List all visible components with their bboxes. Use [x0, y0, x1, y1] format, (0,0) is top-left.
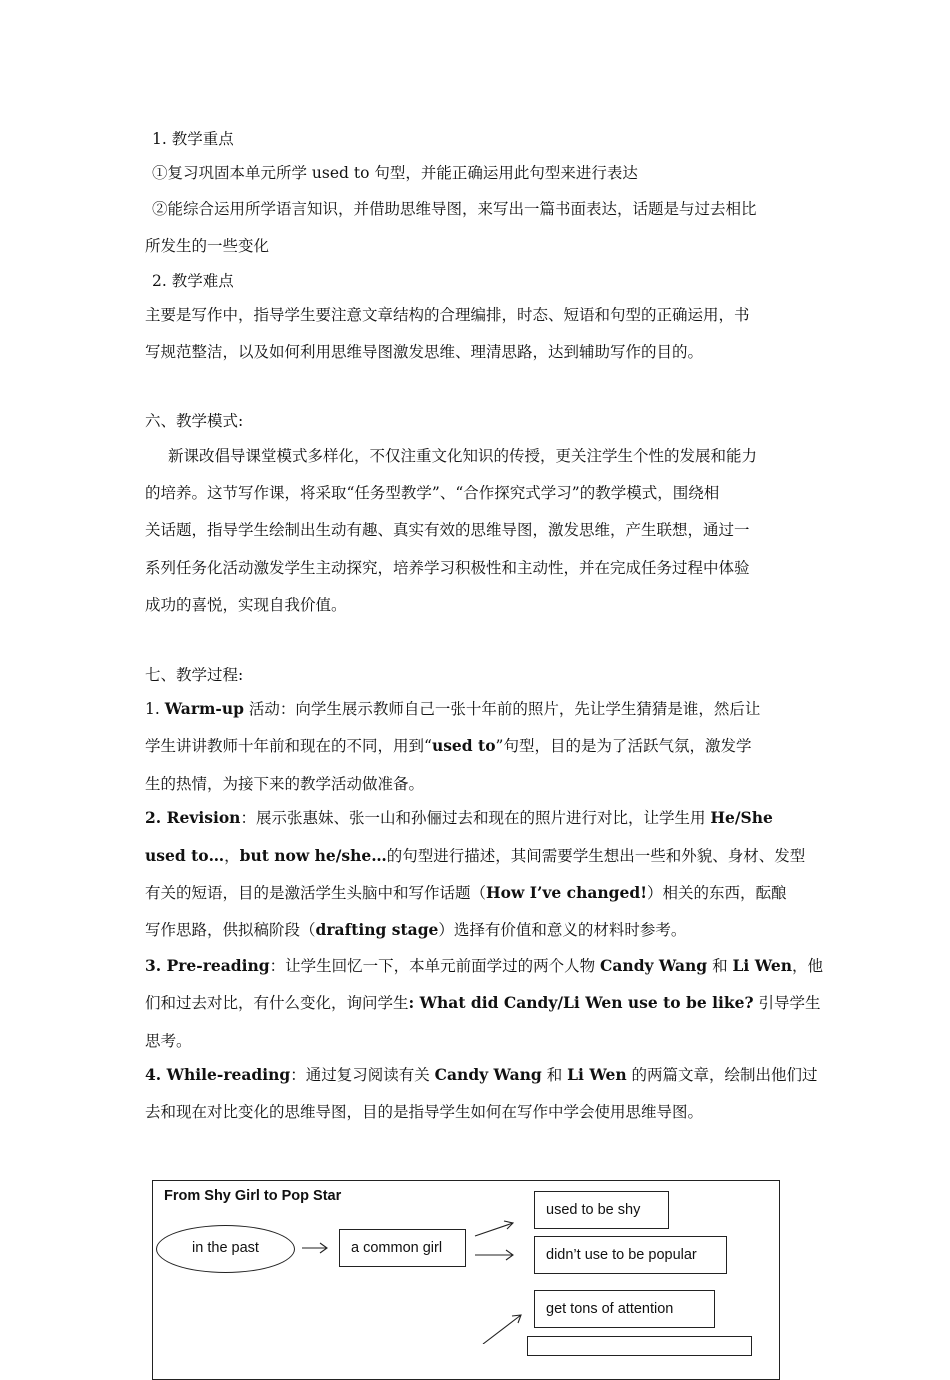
step1-line-2: 学生讲讲教师十年前和现在的不同，用到“used to”句型，目的是为了活跃气氛，激发学 [145, 736, 752, 755]
step2-line-1: 2. Revision：展示张惠妹、张一山和孙俪过去和现在的照片进行对比，让学生用 He/She [145, 808, 773, 827]
section6-line-4: 系列任务化活动激发学生主动探究，培养学习积极性和主动性，并在完成任务过程中体验 [145, 559, 750, 577]
section6-line-2: 的培养。这节写作课，将采取“任务型教学”、“合作探究式学习”的教学模式，围绕相 [145, 484, 720, 502]
step4-label: 4. While-reading [145, 1065, 291, 1084]
mindmap-oval-in-the-past: in the past [156, 1225, 295, 1273]
step1-line-1: 1. Warm-up 活动：向学生展示教师自己一张十年前的照片，先让学生猜猜是谁，然后让 [145, 699, 761, 718]
step2-line-3: 有关的短语，目的是激活学生头脑中和写作话题（How I’ve changed!）相关的东西，酝酿 [145, 883, 787, 902]
step2-label: 2. Revision [145, 808, 241, 827]
step3-line-2: 们和过去对比，有什么变化，询问学生: What did Candy/Li Wen use to be like? 引导学生 [145, 993, 821, 1012]
section7-heading: 七、教学过程: [145, 666, 244, 684]
step3-line-1: 3. Pre-reading：让学生回忆一下，本单元前面学过的两个人物 Candy Wang 和 Li Wen，他 [145, 956, 823, 975]
mindmap-title: From Shy Girl to Pop Star [164, 1188, 342, 1204]
step4-line-1: 4. While-reading：通过复习阅读有关 Candy Wang 和 Li Wen 的两篇文章，绘制出他们过 [145, 1065, 818, 1084]
step2-line-2: used to…，but now he/she…的句型进行描述，其间需要学生想出一些和外貌、身材、发型 [145, 846, 806, 865]
section6-line-1: 新课改倡导课堂模式多样化，不仅注重文化知识的传授，更关注学生个性的发展和能力 [168, 447, 758, 465]
focus-item-2-line-2: 所发生的一些变化 [145, 237, 270, 255]
section6-line-3: 关话题，指导学生绘制出生动有趣、真实有效的思维导图，激发思维，产生联想，通过一 [145, 521, 750, 539]
focus-item-2-line-1: ②能综合运用所学语言知识，并借助思维导图，来写出一篇书面表达，话题是与过去相比 [152, 200, 757, 218]
difficulty-heading: 2. 教学难点 [152, 272, 234, 290]
section6-heading: 六、教学模式: [145, 412, 244, 430]
difficulty-line-2: 写规范整洁，以及如何利用思维导图激发思维、理清思路，达到辅助写作的目的。 [145, 343, 704, 361]
step1-label: Warm-up [164, 699, 244, 718]
step3-line-3: 思考。 [145, 1032, 192, 1050]
mindmap-branch-partial [527, 1336, 752, 1356]
step4-line-2: 去和现在对比变化的思维导图，目的是指导学生如何在写作中学会使用思维导图。 [145, 1103, 704, 1121]
step2-line-4: 写作思路，供拟稿阶段（drafting stage）选择有价值和意义的材料时参考。 [145, 920, 687, 939]
section6-line-5: 成功的喜悦，实现自我价值。 [145, 596, 347, 614]
mindmap-node-common-girl: a common girl [339, 1229, 466, 1267]
step1-line-3: 生的热情，为接下来的教学活动做准备。 [145, 775, 425, 793]
step3-label: 3. Pre-reading [145, 956, 270, 975]
mindmap-branch-used-to-be-shy: used to be shy [534, 1191, 669, 1229]
mindmap-branch-attention: get tons of attention [534, 1290, 715, 1328]
focus-item-1: ①复习巩固本单元所学 used to 句型，并能正确运用此句型来进行表达 [152, 164, 638, 182]
focus-heading: 1. 教学重点 [152, 130, 234, 148]
mindmap-branch-not-popular: didn’t use to be popular [534, 1236, 727, 1274]
difficulty-line-1: 主要是写作中，指导学生要注意文章结构的合理编排，时态、短语和句型的正确运用，书 [145, 306, 750, 324]
